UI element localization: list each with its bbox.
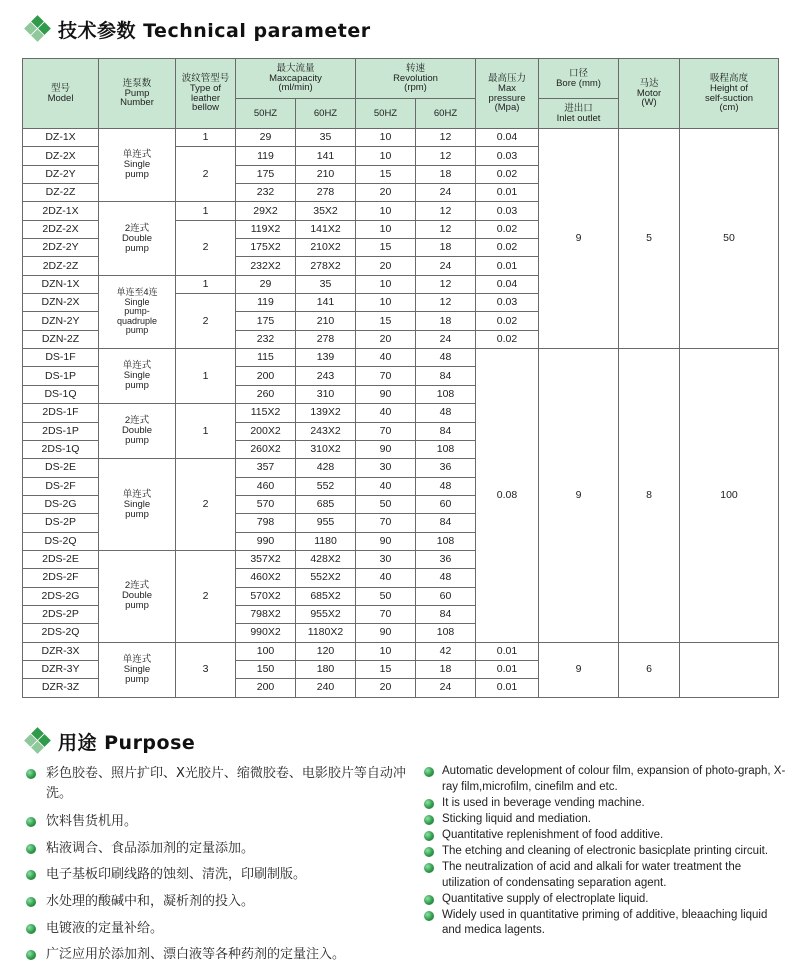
rev60-cell: 60	[416, 587, 476, 605]
technical-parameter-table	[22, 58, 779, 698]
rev60-cell: 24	[416, 330, 476, 348]
purpose-section-header	[24, 726, 195, 756]
rev60-cell: 108	[416, 624, 476, 642]
rev50-cell: 70	[356, 422, 416, 440]
model-cell: 2DS-2F	[23, 569, 99, 587]
cap60-cell: 35	[296, 129, 356, 147]
pressure-cell: 0.02	[476, 312, 539, 330]
header-bellow: 波纹管型号 Type of leather bellow	[176, 59, 236, 129]
green-dot-icon	[424, 895, 434, 905]
purpose-section-title: 用途 Purpose	[58, 731, 196, 754]
model-cell: DZR-3X	[23, 642, 99, 660]
list-item-text: Automatic development of colour film, expansion of photo-graph, X-ray film,microfilm, cinefilm and etc.	[442, 765, 786, 793]
pressure-cell: 0.03	[476, 202, 539, 220]
rev50-cell: 20	[356, 184, 416, 202]
bellow-cell: 2	[176, 459, 236, 551]
rev60-cell: 48	[416, 349, 476, 367]
list-item-text: Sticking liquid and mediation.	[442, 812, 591, 825]
cap50-cell: 200	[236, 367, 296, 385]
bellow-cell: 1	[176, 349, 236, 404]
cap50-cell: 357	[236, 459, 296, 477]
rev50-cell: 30	[356, 550, 416, 568]
model-cell: 2DS-1F	[23, 404, 99, 422]
model-cell: 2DZ-2Y	[23, 239, 99, 257]
cap50-cell: 798	[236, 514, 296, 532]
rev50-cell: 20	[356, 679, 416, 697]
header-cap-50hz: 50HZ	[236, 99, 296, 129]
green-dot-icon	[424, 847, 434, 857]
cap50-cell: 200	[236, 679, 296, 697]
rev60-cell: 84	[416, 514, 476, 532]
cap50-cell: 990X2	[236, 624, 296, 642]
table-row	[23, 642, 779, 660]
rev50-cell: 15	[356, 660, 416, 678]
rev60-cell: 12	[416, 275, 476, 293]
model-cell: DZN-2X	[23, 294, 99, 312]
pressure-cell: 0.08	[476, 349, 539, 643]
cap60-cell: 428X2	[296, 550, 356, 568]
cap50-cell: 29	[236, 275, 296, 293]
cap60-cell: 210	[296, 165, 356, 183]
rev50-cell: 40	[356, 569, 416, 587]
cap50-cell: 460	[236, 477, 296, 495]
cap60-cell: 141X2	[296, 220, 356, 238]
pump-number-cell: 单连式 Single pump	[99, 129, 176, 202]
model-cell: DZN-2Z	[23, 330, 99, 348]
rev50-cell: 70	[356, 367, 416, 385]
cap50-cell: 232	[236, 330, 296, 348]
pressure-cell: 0.04	[476, 275, 539, 293]
list-item	[424, 908, 786, 939]
cap50-cell: 460X2	[236, 569, 296, 587]
rev60-cell: 60	[416, 495, 476, 513]
cap50-cell: 150	[236, 660, 296, 678]
pressure-cell: 0.01	[476, 679, 539, 697]
cap60-cell: 685	[296, 495, 356, 513]
rev60-cell: 12	[416, 129, 476, 147]
header-cap-60hz: 60HZ	[296, 99, 356, 129]
rev50-cell: 70	[356, 514, 416, 532]
model-cell: DS-1F	[23, 349, 99, 367]
suction-cell	[680, 642, 779, 697]
pressure-cell: 0.03	[476, 147, 539, 165]
cap60-cell: 278	[296, 330, 356, 348]
model-cell: DS-2F	[23, 477, 99, 495]
pressure-cell: 0.02	[476, 330, 539, 348]
cap50-cell: 232	[236, 184, 296, 202]
model-cell: DZR-3Y	[23, 660, 99, 678]
cap60-cell: 139	[296, 349, 356, 367]
cap50-cell: 115X2	[236, 404, 296, 422]
list-item-text: 电子基板印刷线路的蚀刻、清洗，印刷制版。	[46, 867, 307, 883]
rev60-cell: 12	[416, 220, 476, 238]
rev60-cell: 84	[416, 422, 476, 440]
rev50-cell: 90	[356, 532, 416, 550]
table-row	[23, 349, 779, 367]
model-cell: DS-1Q	[23, 385, 99, 403]
list-item-text: The etching and cleaning of electronic basicplate printing circuit.	[442, 844, 769, 857]
list-item-text: 电镀液的定量补给。	[46, 920, 164, 936]
diamond-bullet-icon	[24, 728, 50, 754]
rev60-cell: 36	[416, 459, 476, 477]
header-inlet-outlet: 进出口 Inlet outlet	[539, 99, 619, 129]
motor-cell: 8	[619, 349, 680, 643]
cap60-cell: 310	[296, 385, 356, 403]
rev60-cell: 24	[416, 257, 476, 275]
model-cell: DS-1P	[23, 367, 99, 385]
pressure-cell: 0.01	[476, 660, 539, 678]
pressure-cell: 0.03	[476, 294, 539, 312]
rev60-cell: 18	[416, 165, 476, 183]
model-cell: DZ-2Z	[23, 184, 99, 202]
cap50-cell: 175	[236, 312, 296, 330]
green-dot-icon	[26, 817, 36, 827]
model-cell: DZR-3Z	[23, 679, 99, 697]
pump-number-cell: 单连至4连 Single pump- quadruple pump	[99, 275, 176, 348]
rev60-cell: 108	[416, 532, 476, 550]
cap60-cell: 278X2	[296, 257, 356, 275]
list-item	[26, 839, 416, 866]
list-item	[424, 812, 786, 828]
cap50-cell: 232X2	[236, 257, 296, 275]
bellow-cell: 2	[176, 220, 236, 275]
bore-cell: 9	[539, 642, 619, 697]
rev60-cell: 12	[416, 202, 476, 220]
rev50-cell: 10	[356, 220, 416, 238]
list-item-text: 粘液调合、食品添加剂的定量添加。	[46, 840, 255, 856]
pressure-cell: 0.01	[476, 642, 539, 660]
list-item	[26, 865, 416, 892]
rev50-cell: 15	[356, 239, 416, 257]
model-cell: 2DZ-2X	[23, 220, 99, 238]
bellow-cell: 1	[176, 129, 236, 147]
rev60-cell: 42	[416, 642, 476, 660]
rev60-cell: 18	[416, 312, 476, 330]
cap60-cell: 35X2	[296, 202, 356, 220]
cap50-cell: 798X2	[236, 605, 296, 623]
list-item-text: Widely used in quantitative priming of additive, bleaaching liquid and medica lagents.	[442, 908, 768, 937]
header-pressure: 最高压力 Max pressure (Mpa)	[476, 59, 539, 129]
cap60-cell: 139X2	[296, 404, 356, 422]
table-row	[23, 129, 779, 147]
rev50-cell: 10	[356, 275, 416, 293]
cap60-cell: 180	[296, 660, 356, 678]
rev60-cell: 18	[416, 239, 476, 257]
rev50-cell: 50	[356, 495, 416, 513]
rev50-cell: 20	[356, 257, 416, 275]
rev60-cell: 12	[416, 294, 476, 312]
green-dot-icon	[26, 870, 36, 880]
cap60-cell: 955X2	[296, 605, 356, 623]
cap60-cell: 240	[296, 679, 356, 697]
green-dot-icon	[26, 950, 36, 960]
list-item-text: 饮料售货机用。	[46, 814, 138, 829]
rev50-cell: 90	[356, 624, 416, 642]
model-cell: 2DS-1Q	[23, 440, 99, 458]
rev50-cell: 90	[356, 440, 416, 458]
model-cell: DS-2P	[23, 514, 99, 532]
cap60-cell: 210	[296, 312, 356, 330]
cap50-cell: 175X2	[236, 239, 296, 257]
list-item-text: 广泛应用於添加剂、漂白液等各种药剂的定量注入。	[46, 947, 346, 963]
cap60-cell: 120	[296, 642, 356, 660]
rev60-cell: 48	[416, 477, 476, 495]
green-dot-icon	[424, 799, 434, 809]
list-item	[424, 764, 786, 795]
model-cell: DS-2E	[23, 459, 99, 477]
pressure-cell: 0.02	[476, 220, 539, 238]
green-dot-icon	[424, 831, 434, 841]
green-dot-icon	[26, 844, 36, 854]
cap50-cell: 100	[236, 642, 296, 660]
model-cell: DZ-2Y	[23, 165, 99, 183]
list-item	[26, 812, 416, 839]
bellow-cell: 1	[176, 275, 236, 293]
green-dot-icon	[26, 924, 36, 934]
list-item-text: The neutralization of acid and alkali for water treatment the utilization of condensating separation agent.	[442, 861, 742, 889]
pump-number-cell: 单连式 Single pump	[99, 642, 176, 697]
rev50-cell: 30	[356, 459, 416, 477]
cap50-cell: 260X2	[236, 440, 296, 458]
green-dot-icon	[424, 767, 434, 777]
rev50-cell: 15	[356, 312, 416, 330]
cap60-cell: 955	[296, 514, 356, 532]
list-item-text: It is used in beverage vending machine.	[442, 796, 645, 809]
rev50-cell: 70	[356, 605, 416, 623]
model-cell: 2DS-2G	[23, 587, 99, 605]
list-item-text: 水处理的酸碱中和，凝析剂的投入。	[46, 894, 255, 910]
rev60-cell: 48	[416, 404, 476, 422]
header-pump-number: 连泵数 Pump Number	[99, 59, 176, 129]
rev60-cell: 84	[416, 367, 476, 385]
header-bore: 口径 Bore (mm)	[539, 59, 619, 99]
rev60-cell: 48	[416, 569, 476, 587]
bellow-cell: 2	[176, 294, 236, 349]
rev60-cell: 84	[416, 605, 476, 623]
list-item	[26, 919, 416, 946]
cap50-cell: 260	[236, 385, 296, 403]
model-cell: 2DS-2Q	[23, 624, 99, 642]
rev50-cell: 15	[356, 165, 416, 183]
cap60-cell: 35	[296, 275, 356, 293]
rev60-cell: 108	[416, 385, 476, 403]
rev50-cell: 10	[356, 202, 416, 220]
rev60-cell: 36	[416, 550, 476, 568]
model-cell: 2DS-2E	[23, 550, 99, 568]
cap50-cell: 200X2	[236, 422, 296, 440]
cap60-cell: 141	[296, 294, 356, 312]
suction-cell: 50	[680, 129, 779, 349]
rev50-cell: 20	[356, 330, 416, 348]
header-model: 型号 Model	[23, 59, 99, 129]
suction-cell: 100	[680, 349, 779, 643]
rev60-cell: 108	[416, 440, 476, 458]
cap50-cell: 115	[236, 349, 296, 367]
pump-number-cell: 2连式 Double pump	[99, 404, 176, 459]
diamond-bullet-icon	[24, 16, 50, 42]
header-rev-50hz: 50HZ	[356, 99, 416, 129]
list-item	[424, 828, 786, 844]
list-item	[26, 764, 416, 812]
cap50-cell: 29	[236, 129, 296, 147]
list-item	[424, 892, 786, 908]
rev60-cell: 24	[416, 184, 476, 202]
rev50-cell: 40	[356, 404, 416, 422]
list-item	[26, 892, 416, 919]
pressure-cell: 0.02	[476, 165, 539, 183]
rev50-cell: 40	[356, 349, 416, 367]
cap60-cell: 552	[296, 477, 356, 495]
rev50-cell: 10	[356, 642, 416, 660]
cap60-cell: 685X2	[296, 587, 356, 605]
cap50-cell: 29X2	[236, 202, 296, 220]
cap50-cell: 175	[236, 165, 296, 183]
green-dot-icon	[424, 911, 434, 921]
pump-number-cell: 单连式 Single pump	[99, 349, 176, 404]
bellow-cell: 3	[176, 642, 236, 697]
rev60-cell: 12	[416, 147, 476, 165]
model-cell: 2DS-2P	[23, 605, 99, 623]
header-revolution: 转速 Revolution (rpm)	[356, 59, 476, 99]
model-cell: 2DZ-1X	[23, 202, 99, 220]
model-cell: DZN-1X	[23, 275, 99, 293]
bore-cell: 9	[539, 129, 619, 349]
cap50-cell: 357X2	[236, 550, 296, 568]
pump-number-cell: 2连式 Double pump	[99, 202, 176, 275]
rev50-cell: 10	[356, 294, 416, 312]
rev50-cell: 40	[356, 477, 416, 495]
cap60-cell: 141	[296, 147, 356, 165]
cap60-cell: 243	[296, 367, 356, 385]
rev60-cell: 18	[416, 660, 476, 678]
cap60-cell: 428	[296, 459, 356, 477]
cap60-cell: 1180	[296, 532, 356, 550]
pump-number-cell: 2连式 Double pump	[99, 550, 176, 642]
list-item	[424, 844, 786, 860]
cap60-cell: 1180X2	[296, 624, 356, 642]
cap50-cell: 119	[236, 294, 296, 312]
cap60-cell: 278	[296, 184, 356, 202]
model-cell: DS-2Q	[23, 532, 99, 550]
header-suction: 吸程高度 Height of self-suction (cm)	[680, 59, 779, 129]
pressure-cell: 0.02	[476, 239, 539, 257]
bellow-cell: 1	[176, 404, 236, 459]
cap60-cell: 552X2	[296, 569, 356, 587]
purpose-list-chinese	[26, 764, 416, 972]
bore-cell: 9	[539, 349, 619, 643]
cap50-cell: 119X2	[236, 220, 296, 238]
cap50-cell: 570X2	[236, 587, 296, 605]
bellow-cell: 2	[176, 550, 236, 642]
header-rev-60hz: 60HZ	[416, 99, 476, 129]
list-item	[424, 860, 786, 891]
list-item	[424, 796, 786, 812]
bellow-cell: 1	[176, 202, 236, 220]
model-cell: 2DZ-2Z	[23, 257, 99, 275]
motor-cell: 5	[619, 129, 680, 349]
cap60-cell: 243X2	[296, 422, 356, 440]
rev50-cell: 90	[356, 385, 416, 403]
model-cell: DZ-1X	[23, 129, 99, 147]
green-dot-icon	[424, 815, 434, 825]
cap50-cell: 119	[236, 147, 296, 165]
cap50-cell: 570	[236, 495, 296, 513]
list-item-text: Quantitative replenishment of food additive.	[442, 828, 664, 841]
purpose-list-english	[424, 764, 786, 940]
header-capacity: 最大流量 Maxcapacity (ml/min)	[236, 59, 356, 99]
pressure-cell: 0.04	[476, 129, 539, 147]
bellow-cell: 2	[176, 147, 236, 202]
model-cell: 2DS-1P	[23, 422, 99, 440]
list-item-text: Quantitative supply of electroplate liquid.	[442, 892, 649, 905]
pressure-cell: 0.01	[476, 257, 539, 275]
cap50-cell: 990	[236, 532, 296, 550]
model-cell: DS-2G	[23, 495, 99, 513]
cap60-cell: 210X2	[296, 239, 356, 257]
green-dot-icon	[26, 769, 36, 779]
model-cell: DZN-2Y	[23, 312, 99, 330]
list-item-text: 彩色胶卷、照片扩印、X光胶片、缩微胶卷、电影胶片等自动冲洗。	[46, 766, 406, 801]
pump-number-cell: 单连式 Single pump	[99, 459, 176, 551]
pressure-cell: 0.01	[476, 184, 539, 202]
header-motor: 马达 Motor (W)	[619, 59, 680, 129]
tech-section-header	[24, 14, 371, 44]
cap60-cell: 310X2	[296, 440, 356, 458]
tech-section-title: 技术参数 Technical parameter	[58, 19, 371, 42]
model-cell: DZ-2X	[23, 147, 99, 165]
rev50-cell: 50	[356, 587, 416, 605]
green-dot-icon	[26, 897, 36, 907]
rev50-cell: 10	[356, 147, 416, 165]
list-item	[26, 945, 416, 972]
green-dot-icon	[424, 863, 434, 873]
rev60-cell: 24	[416, 679, 476, 697]
rev50-cell: 10	[356, 129, 416, 147]
motor-cell: 6	[619, 642, 680, 697]
